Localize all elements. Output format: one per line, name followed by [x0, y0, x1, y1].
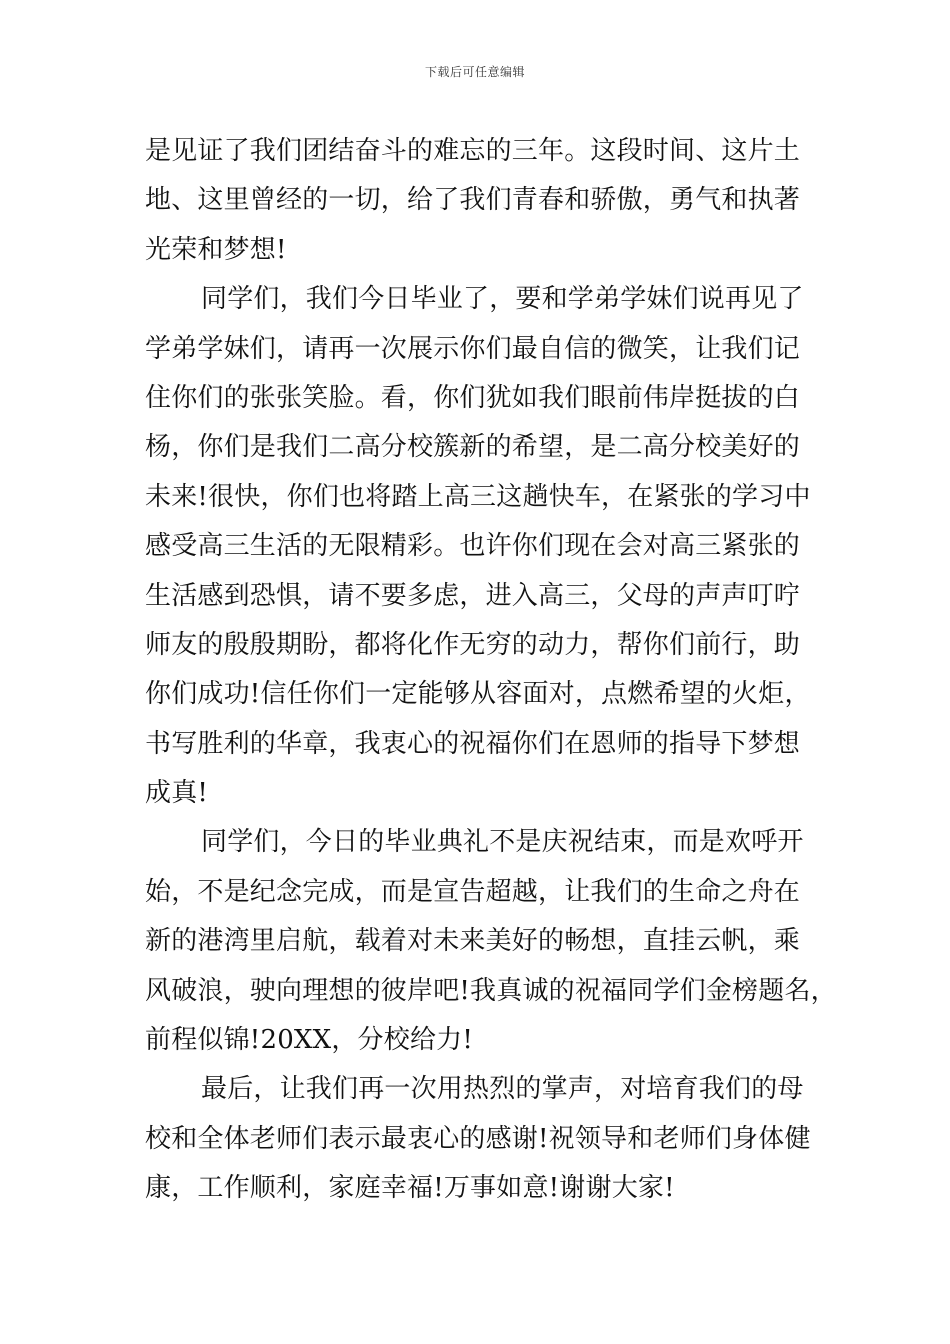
body-line: 新的港湾里启航，载着对未来美好的畅想，直挂云帆，乘	[145, 926, 801, 957]
body-line: 康，工作顺利，家庭幸福!万事如意!谢谢大家!	[145, 1173, 675, 1204]
paragraph-first-line: 同学们，今日的毕业典礼不是庆祝结束，而是欢呼开	[201, 827, 804, 858]
body-line: 校和全体老师们表示最衷心的感谢!祝领导和老师们身体健	[145, 1123, 811, 1154]
body-line: 前程似锦!20XX，分校给力!	[145, 1025, 474, 1056]
body-line: 地、这里曾经的一切，给了我们青春和骄傲，勇气和执著	[145, 185, 801, 216]
body-line: 生活感到恐惧，请不要多虑，进入高三，父母的声声叮咛	[145, 580, 801, 611]
body-line: 是见证了我们团结奋斗的难忘的三年。这段时间、这片土	[145, 136, 801, 166]
body-line: 光荣和梦想!	[145, 234, 287, 265]
body-line: 成真!	[145, 778, 209, 809]
body-line: 你们成功!信任你们一定能够从容面对，点燃希望的火炬，	[145, 679, 811, 710]
paragraph-first-line: 最后，让我们再一次用热烈的掌声，对培育我们的母	[201, 1074, 804, 1105]
page-header: 下载后可任意编辑	[424, 65, 525, 79]
body-line: 杨，你们是我们二高分校簇新的希望，是二高分校美好的	[145, 432, 801, 463]
body-line: 感受高三生活的无限精彩。也许你们现在会对高三紧张的	[145, 531, 801, 562]
body-line: 书写胜利的华章，我衷心的祝福你们在恩师的指导下梦想	[145, 728, 801, 759]
body-line: 风破浪，驶向理想的彼岸吧!我真诚的祝福同学们金榜题名，	[145, 975, 837, 1006]
document-body	[145, 127, 837, 1214]
body-line: 未来!很快，你们也将踏上高三这趟快车，在紧张的学习中	[145, 481, 811, 512]
body-line: 始，不是纪念完成，而是宣告超越，让我们的生命之舟在	[145, 876, 801, 907]
paragraph-first-line: 同学们，我们今日毕业了，要和学弟学妹们说再见了	[201, 284, 804, 315]
body-line: 学弟学妹们，请再一次展示你们最自信的微笑，让我们记	[145, 333, 801, 364]
body-line: 师友的殷殷期盼，都将化作无穷的动力，帮你们前行，助	[145, 629, 801, 660]
body-line: 住你们的张张笑脸。看，你们犹如我们眼前伟岸挺拔的白	[145, 382, 801, 413]
